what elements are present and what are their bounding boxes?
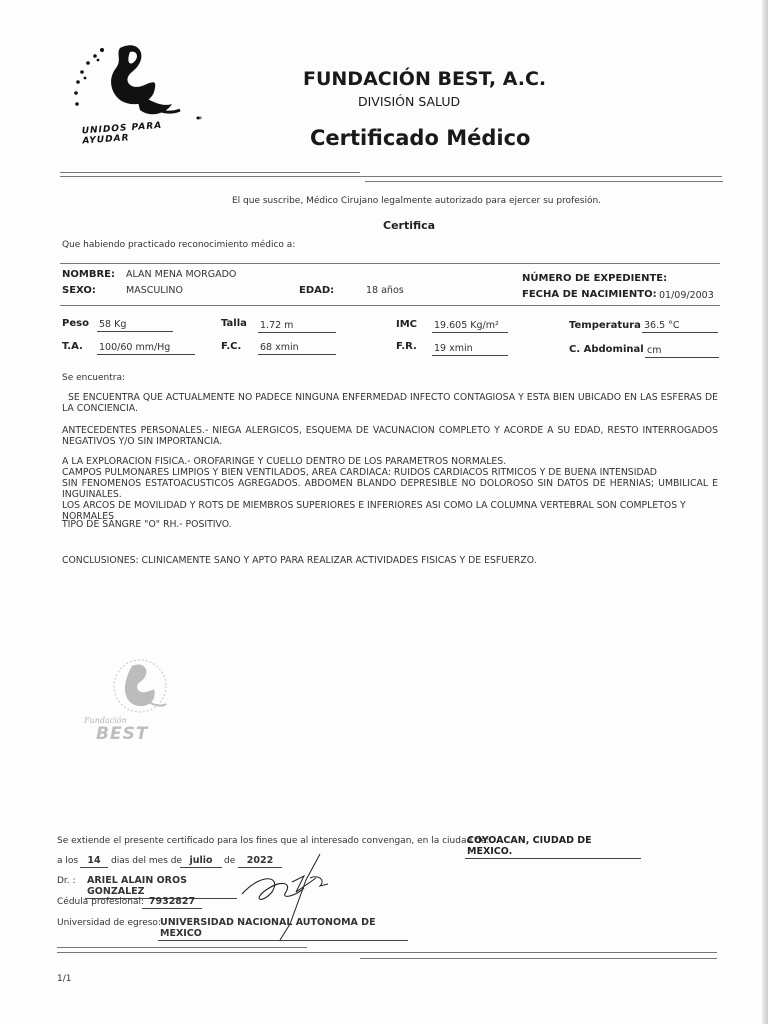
bmi-label: IMC — [396, 319, 418, 330]
certifica-heading: Certifica — [383, 219, 436, 232]
date-alos: a los — [57, 856, 79, 866]
cedula-value: 7932827 — [142, 896, 202, 909]
scan-edge — [762, 0, 768, 1024]
stamp-word: BEST — [96, 724, 149, 744]
intro-practiced: Que habiendo practicado reconocimiento médico a: — [62, 240, 296, 250]
blood-pressure-label: T.A. — [62, 341, 83, 352]
heart-rate-value: 68 xmin — [258, 342, 336, 355]
svg-text:*: * — [198, 115, 202, 124]
blood-pressure-value: 100/60 mm/Hg — [97, 342, 195, 355]
height-value: 1.72 m — [258, 320, 336, 333]
file-number-label: NÚMERO DE EXPEDIENTE: — [522, 273, 668, 284]
abdominal-circ-value: cm — [645, 345, 719, 358]
division-title: DIVISIÓN SALUD — [358, 94, 461, 109]
extends-statement: Se extiende el presente certificado para los fines que al interesado convengan, en la ciudad de: — [57, 836, 490, 846]
intro-statement: El que suscribe, Médico Cirujano legalmente autorizado para ejercer su profesión. — [232, 196, 602, 206]
page-number: 1/1 — [57, 974, 72, 984]
finding-exam-4: LOS ARCOS DE MOVILIDAD Y ROTS DE MIEMBROS SUPERIORES E INFERIORES ASI COMO LA COLUMNA VERTEBRAL SON COMPLETOS Y NORMALES — [62, 500, 686, 522]
finding-paragraph-2: ANTECEDENTES PERSONALES.- NIEGA ALERGICOS, ESQUEMA DE VACUNACION COMPLETO Y ACORDE A SU EDAD, RESTO INTERROGADOS NEGATIVOS Y/O SIN IMPORTANCIA. — [62, 425, 718, 447]
abdominal-circ-label: C. Abdominal — [569, 344, 644, 355]
doctor-signature-icon — [232, 852, 352, 942]
date-year: 2022 — [238, 855, 282, 868]
stamp-emblem-icon — [90, 652, 200, 722]
age-value: 18 años — [366, 285, 404, 296]
finding-paragraph-1: SE ENCUENTRA QUE ACTUALMENTE NO PADECE NINGUNA ENFERMEDAD INFECTO CONTAGIOSA Y ESTA BIEN UBICADO EN LAS ESFERAS DE LA CONCIENCIA. — [62, 392, 718, 414]
document-title: Certificado Médico — [310, 126, 531, 150]
city-value: COYOACAN, CIUDAD DE MEXICO. — [465, 835, 641, 859]
finding-exam-3: SIN FENOMENOS ESTATOACUSTICOS AGREGADOS. ABDOMEN BLANDO DEPRESIBLE NO DOLOROSO SIN DATOS DE HERNIAS; UMBILICAL E INGUINALES. — [62, 478, 718, 500]
date-month: julio — [180, 855, 222, 868]
header-rule-left — [60, 172, 360, 173]
university-value: UNIVERSIDAD NACIONAL AUTONOMA DE MEXICO — [158, 917, 408, 941]
footer-rule-right — [360, 958, 717, 959]
temperature-label: Temperatura — [569, 320, 641, 331]
dob-value: 01/09/2003 — [659, 290, 714, 301]
sex-label: SEXO: — [62, 285, 96, 296]
stamp-script: Fundación — [84, 716, 127, 725]
doctor-label: Dr. : — [57, 876, 76, 886]
name-label: NOMBRE: — [62, 269, 115, 280]
temperature-value: 36.5 °C — [642, 320, 718, 333]
org-name: FUNDACIÓN BEST, A.C. — [303, 68, 547, 90]
date-day: 14 — [80, 855, 108, 868]
conclusions: CONCLUSIONES: CLINICAMENTE SANO Y APTO PARA REALIZAR ACTIVIDADES FISICAS Y DE ESFUERZO. — [62, 555, 537, 566]
finding-exam-1: A LA EXPLORACION FISICA.- OROFARINGE Y CUELLO DENTRO DE LOS PARAMETROS NORMALES. — [62, 456, 507, 467]
resp-rate-label: F.R. — [396, 341, 417, 352]
foundation-stamp — [84, 652, 200, 762]
foundation-logo — [70, 38, 210, 148]
footer-rule-left — [57, 947, 307, 948]
blood-type: TIPO DE SANGRE "O" RH.- POSITIVO. — [62, 519, 232, 530]
height-label: Talla — [221, 318, 247, 329]
name-value: ALAN MENA MORGADO — [126, 269, 237, 280]
weight-label: Peso — [62, 318, 89, 329]
cedula-label: Cédula profesional: — [57, 897, 144, 907]
header-rule-right — [365, 181, 723, 182]
finding-exam-2: CAMPOS PULMONARES LIMPIOS Y BIEN VENTILADOS, AREA CARDIACA: RUIDOS CARDIACOS RITMICOS Y DE BUENA INTENSIDAD — [62, 467, 657, 478]
date-dias-mes: dias del mes de — [111, 856, 182, 866]
doctor-name: ARIEL ALAIN OROS GONZALEZ — [85, 875, 237, 899]
patient-rule-bottom — [60, 305, 720, 306]
university-label: Universidad de egreso: — [57, 918, 161, 928]
footer-rule-long — [57, 952, 717, 953]
resp-rate-value: 19 xmin — [432, 343, 508, 356]
heart-rate-label: F.C. — [221, 341, 242, 352]
sex-value: MASCULINO — [126, 285, 183, 296]
date-de: de — [224, 856, 236, 866]
se-encuentra-label: Se encuentra: — [62, 373, 126, 383]
weight-value: 58 Kg — [97, 319, 173, 332]
logo-arc-text: UNIDOS PARA AYUDAR — [81, 120, 163, 147]
patient-rule-top — [60, 263, 720, 264]
header-rule-long — [60, 176, 722, 177]
bmi-value: 19.605 Kg/m² — [432, 320, 508, 333]
dob-label: FECHA DE NACIMIENTO: — [522, 289, 657, 300]
age-label: EDAD: — [299, 285, 335, 296]
